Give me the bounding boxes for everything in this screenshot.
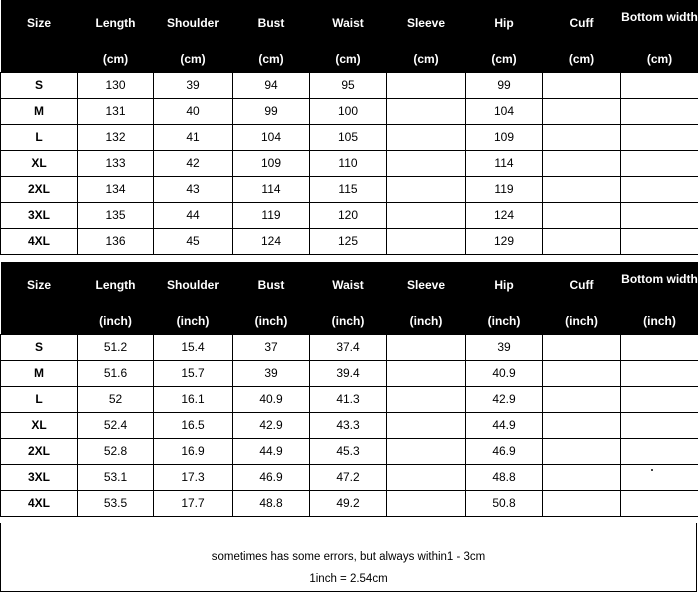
- measurement-cell: 43.3: [310, 413, 387, 439]
- measurement-cell: 99: [233, 99, 310, 125]
- measurement-cell: 45.3: [310, 439, 387, 465]
- measurement-cell: 52.4: [78, 413, 154, 439]
- table-row: [1, 203, 698, 229]
- measurement-cell: [543, 465, 621, 491]
- measurement-cell: [543, 73, 621, 99]
- column-header: [466, 262, 543, 335]
- size-cell: M: [1, 361, 78, 387]
- measurement-cell: 17.3: [154, 465, 233, 491]
- measurement-cell: 104: [233, 125, 310, 151]
- size-table-inch: [0, 262, 698, 517]
- header-row: [1, 0, 698, 73]
- column-header-label: Length: [95, 16, 136, 30]
- table-row: [1, 229, 698, 255]
- column-header-unit: (inch): [487, 314, 521, 328]
- measurement-cell: 124: [233, 229, 310, 255]
- measurement-cell: 125: [310, 229, 387, 255]
- column-header-label: Bottom width: [621, 10, 698, 24]
- measurement-cell: 44: [154, 203, 233, 229]
- column-header: [1, 0, 78, 73]
- size-cell: 3XL: [1, 465, 78, 491]
- column-header-label: Waist: [332, 278, 364, 292]
- measurement-cell: [387, 387, 466, 413]
- measurement-cell: 132: [78, 125, 154, 151]
- measurement-cell: 135: [78, 203, 154, 229]
- measurement-cell: [387, 99, 466, 125]
- measurement-cell: 45: [154, 229, 233, 255]
- measurement-cell: 39: [466, 335, 543, 361]
- table-row: [1, 177, 698, 203]
- column-header-unit: (cm): [646, 52, 673, 66]
- column-header: [387, 0, 466, 73]
- measurement-cell: 17.7: [154, 491, 233, 517]
- table-row: [1, 73, 698, 99]
- size-cell: 4XL: [1, 229, 78, 255]
- measurement-cell: [621, 361, 698, 387]
- measurement-cell: [387, 229, 466, 255]
- size-table-cm: [0, 0, 698, 255]
- note-tolerance: sometimes has some errors, but always within1 - 3cm: [211, 551, 486, 563]
- measurement-cell: 40.9: [466, 361, 543, 387]
- measurement-cell: [543, 491, 621, 517]
- column-header: [154, 0, 233, 73]
- measurement-cell: 136: [78, 229, 154, 255]
- column-header-label: Shoulder: [166, 278, 219, 292]
- column-header: [543, 0, 621, 73]
- column-header: [621, 262, 698, 335]
- column-header-unit: (cm): [335, 52, 361, 66]
- measurement-cell: 105: [310, 125, 387, 151]
- column-header-unit: (inch): [254, 314, 288, 328]
- measurement-cell: [543, 413, 621, 439]
- column-header-label: Sleeve: [406, 278, 446, 292]
- column-header-label: Cuff: [569, 16, 594, 30]
- size-cell: S: [1, 335, 78, 361]
- measurement-cell: 50.8: [466, 491, 543, 517]
- size-cell: L: [1, 387, 78, 413]
- measurement-cell: 16.1: [154, 387, 233, 413]
- column-header-label: Length: [95, 278, 136, 292]
- column-header: [233, 262, 310, 335]
- measurement-cell: [621, 439, 698, 465]
- table-row: [1, 413, 698, 439]
- measurement-cell: [387, 413, 466, 439]
- measurement-cell: 100: [310, 99, 387, 125]
- size-cell: 4XL: [1, 491, 78, 517]
- measurement-cell: 46.9: [233, 465, 310, 491]
- column-header-unit: (inch): [99, 314, 132, 328]
- note-conversion: 1inch = 2.54cm: [309, 573, 388, 585]
- measurement-cell: [543, 361, 621, 387]
- measurement-cell: 115: [310, 177, 387, 203]
- column-header: [233, 0, 310, 73]
- measurement-cell: 120: [310, 203, 387, 229]
- table-row: [1, 99, 698, 125]
- table-row: [1, 387, 698, 413]
- size-cell: 3XL: [1, 203, 78, 229]
- measurement-cell: 15.7: [154, 361, 233, 387]
- measurement-cell: [387, 203, 466, 229]
- measurement-cell: 130: [78, 73, 154, 99]
- measurement-cell: [621, 177, 698, 203]
- measurement-cell: [621, 125, 698, 151]
- measurement-cell: [387, 335, 466, 361]
- measurement-cell: 16.5: [154, 413, 233, 439]
- measurement-cell: 52.8: [78, 439, 154, 465]
- measurement-cell: 51.2: [78, 335, 154, 361]
- column-header-unit: (cm): [180, 52, 206, 66]
- column-header-label: Size: [26, 278, 51, 292]
- column-header: [310, 0, 387, 73]
- column-header: [621, 0, 698, 73]
- column-header-unit: (inch): [565, 314, 598, 328]
- measurement-cell: 109: [233, 151, 310, 177]
- measurement-cell: 39.4: [310, 361, 387, 387]
- measurement-cell: 53.1: [78, 465, 154, 491]
- column-header-unit: (cm): [413, 52, 439, 66]
- measurement-cell: 133: [78, 151, 154, 177]
- measurement-cell: [621, 335, 698, 361]
- measurement-cell: [621, 413, 698, 439]
- measurement-cell: [621, 99, 698, 125]
- size-cell: M: [1, 99, 78, 125]
- measurement-cell: 95: [310, 73, 387, 99]
- measurement-cell: 124: [466, 203, 543, 229]
- measurement-cell: [387, 177, 466, 203]
- column-header-label: Shoulder: [166, 16, 219, 30]
- measurement-cell: 49.2: [310, 491, 387, 517]
- measurement-cell: [387, 439, 466, 465]
- measurement-cell: [621, 387, 698, 413]
- column-header: [387, 262, 466, 335]
- table-row: [1, 151, 698, 177]
- measurement-cell: [387, 73, 466, 99]
- measurement-cell: 48.8: [466, 465, 543, 491]
- column-header: [78, 0, 154, 73]
- column-header-label: Cuff: [569, 278, 594, 292]
- measurement-cell: [621, 465, 698, 491]
- column-header: [543, 262, 621, 335]
- measurement-cell: 40: [154, 99, 233, 125]
- measurement-cell: 48.8: [233, 491, 310, 517]
- measurement-cell: 104: [466, 99, 543, 125]
- column-header-unit: (cm): [491, 52, 517, 66]
- size-cell: XL: [1, 413, 78, 439]
- table-row: [1, 465, 698, 491]
- measurement-cell: 47.2: [310, 465, 387, 491]
- measurement-cell: 37: [233, 335, 310, 361]
- measurement-cell: [543, 177, 621, 203]
- size-cell: 2XL: [1, 439, 78, 465]
- measurement-cell: 129: [466, 229, 543, 255]
- table-row: [1, 361, 698, 387]
- column-header: [310, 262, 387, 335]
- measurement-cell: [621, 229, 698, 255]
- table-row: [1, 491, 698, 517]
- column-header-unit: (inch): [331, 314, 365, 328]
- measurement-cell: [543, 335, 621, 361]
- measurement-cell: 43: [154, 177, 233, 203]
- measurement-cell: [543, 125, 621, 151]
- column-header-unit: (cm): [102, 52, 129, 66]
- measurement-cell: [543, 387, 621, 413]
- measurement-cell: 119: [466, 177, 543, 203]
- measurement-cell: 99: [466, 73, 543, 99]
- column-header-label: Waist: [332, 16, 364, 30]
- stray-dot: [651, 469, 653, 471]
- measurement-cell: 39: [233, 361, 310, 387]
- measurement-cell: [387, 465, 466, 491]
- column-header-label: Bottom width: [621, 272, 698, 286]
- column-header-unit: (cm): [258, 52, 284, 66]
- measurement-cell: [543, 203, 621, 229]
- measurement-cell: 110: [310, 151, 387, 177]
- measurement-cell: [543, 439, 621, 465]
- column-header-label: Sleeve: [406, 16, 446, 30]
- measurement-cell: 16.9: [154, 439, 233, 465]
- measurement-cell: 53.5: [78, 491, 154, 517]
- measurement-cell: 114: [466, 151, 543, 177]
- measurement-cell: [621, 73, 698, 99]
- measurement-cell: [543, 99, 621, 125]
- measurement-cell: [387, 361, 466, 387]
- measurement-cell: 131: [78, 99, 154, 125]
- column-header-unit: (cm): [568, 52, 595, 66]
- column-header-label: Bust: [257, 16, 285, 30]
- measurement-cell: 119: [233, 203, 310, 229]
- measurement-cell: [621, 151, 698, 177]
- measurement-cell: 42.9: [233, 413, 310, 439]
- measurement-cell: [621, 491, 698, 517]
- measurement-cell: 40.9: [233, 387, 310, 413]
- measurement-cell: 51.6: [78, 361, 154, 387]
- measurement-cell: 15.4: [154, 335, 233, 361]
- table-row: [1, 335, 698, 361]
- column-header: [466, 0, 543, 73]
- measurement-cell: 52: [78, 387, 154, 413]
- column-header: [154, 262, 233, 335]
- size-cell: 2XL: [1, 177, 78, 203]
- measurement-cell: 46.9: [466, 439, 543, 465]
- measurement-cell: [543, 151, 621, 177]
- column-header-label: Size: [26, 16, 51, 30]
- measurement-cell: 134: [78, 177, 154, 203]
- column-header-label: Bust: [257, 278, 285, 292]
- measurement-cell: 39: [154, 73, 233, 99]
- measurement-cell: 42: [154, 151, 233, 177]
- measurement-cell: 44.9: [233, 439, 310, 465]
- column-header-label: Hip: [494, 16, 514, 30]
- measurement-cell: 41: [154, 125, 233, 151]
- measurement-cell: [621, 203, 698, 229]
- header-row: [1, 262, 698, 335]
- measurement-cell: 44.9: [466, 413, 543, 439]
- measurement-cell: [387, 491, 466, 517]
- size-cell: XL: [1, 151, 78, 177]
- measurement-cell: [387, 125, 466, 151]
- column-header-unit: (inch): [643, 314, 676, 328]
- measurement-cell: [543, 229, 621, 255]
- measurement-cell: 41.3: [310, 387, 387, 413]
- table-row: [1, 439, 698, 465]
- column-header-label: Hip: [494, 278, 514, 292]
- size-cell: S: [1, 73, 78, 99]
- note-box: [0, 523, 697, 592]
- column-header: [78, 262, 154, 335]
- column-header: [1, 262, 78, 335]
- measurement-cell: 37.4: [310, 335, 387, 361]
- measurement-cell: 42.9: [466, 387, 543, 413]
- table-row: [1, 125, 698, 151]
- column-header-unit: (inch): [409, 314, 443, 328]
- measurement-cell: [387, 151, 466, 177]
- measurement-cell: 109: [466, 125, 543, 151]
- measurement-cell: 114: [233, 177, 310, 203]
- column-header-unit: (inch): [176, 314, 210, 328]
- size-cell: L: [1, 125, 78, 151]
- measurement-cell: 94: [233, 73, 310, 99]
